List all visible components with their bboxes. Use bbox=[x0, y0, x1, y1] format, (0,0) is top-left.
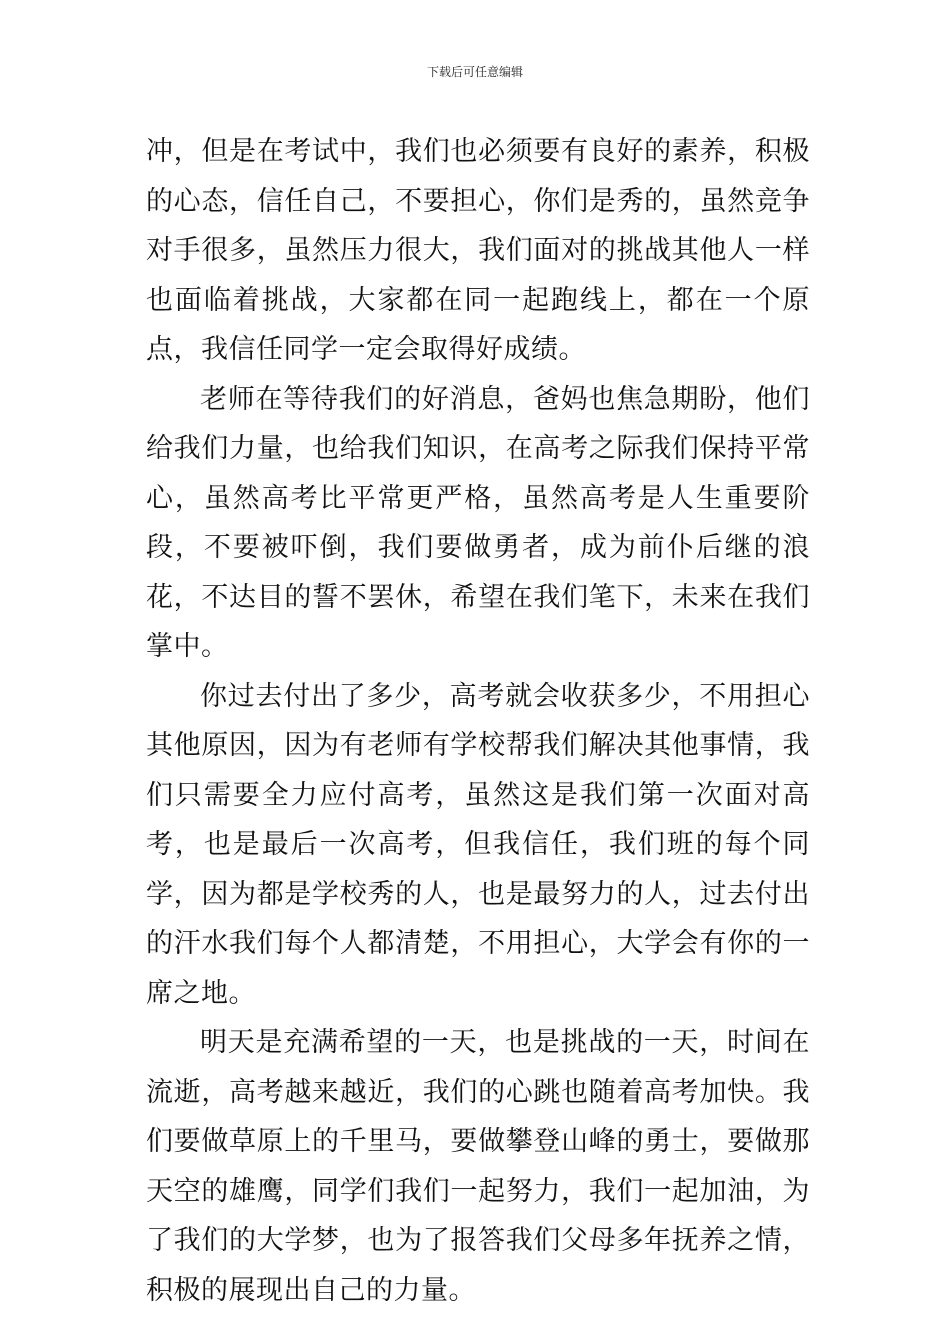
paragraph: 你过去付出了多少，高考就会收获多少，不用担心其他原因，因为有老师有学校帮我们解决其他事情，我们只需要全力应付高考，虽然这是我们第一次面对高考，也是最后一次高考，但我信任，我们班的每个同学，因为都是学校秀的人，也是最努力的人，过去付出的汗水我们每个人都清楚，不用担心，大学会有你的一席之地。 bbox=[146, 680, 810, 1009]
document-body bbox=[146, 127, 810, 1315]
page-header-note: 下载后可任意编辑 bbox=[426, 65, 523, 79]
paragraph: 明天是充满希望的一天，也是挑战的一天，时间在流逝，高考越来越近，我们的心跳也随着高考加快。我们要做草原上的千里马，要做攀登山峰的勇士，要做那天空的雄鹰，同学们我们一起努力，我们一起加油，为了我们的大学梦，也为了报答我们父母多年抚养之情，积极的展现出自己的力量。 bbox=[146, 1027, 810, 1306]
paragraph: 老师在等待我们的好消息，爸妈也焦急期盼，他们给我们力量，也给我们知识，在高考之际我们保持平常心，虽然高考比平常更严格，虽然高考是人生重要阶段，不要被吓倒，我们要做勇者，成为前仆后继的浪花，不达目的誓不罢休，希望在我们笔下，未来在我们掌中。 bbox=[146, 383, 810, 662]
paragraph-continuation: 冲，但是在考试中，我们也必须要有良好的素养，积极的心态，信任自己，不要担心，你们是秀的，虽然竞争对手很多，虽然压力很大，我们面对的挑战其他人一样也面临着挑战，大家都在同一起跑线上，都在一个原点，我信任同学一定会取得好成绩。 bbox=[146, 136, 810, 365]
